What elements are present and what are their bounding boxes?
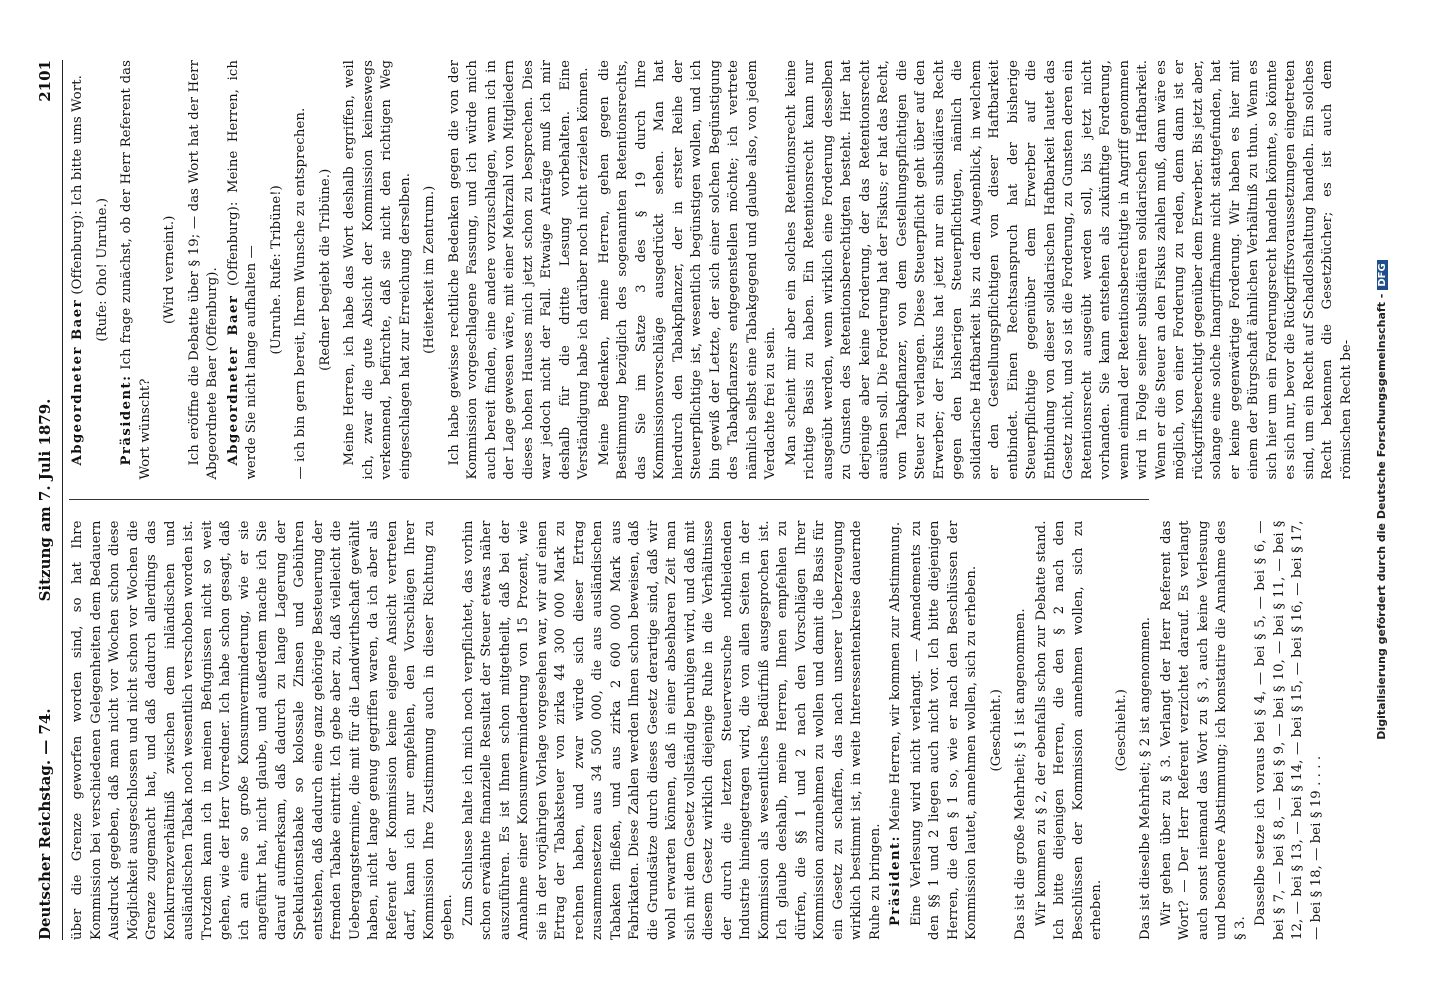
stage-direction: (Geschieht.) bbox=[1113, 689, 1129, 772]
speech-text: Ich frage zunächst, ob der Herr Referent das Wort wünscht? bbox=[119, 60, 153, 480]
text-paragraph: Wir kommen zu § 2, der ebenfalls schon zur Debatte stand. Ich bitte diejenigen Herren, die den § 2 nach den Beschlüssen der Kommission annehmen wollen, sich zu erheben. bbox=[1033, 520, 1104, 940]
column-left bbox=[69, 520, 1324, 941]
header-title: Deutscher Reichstag. — 74. bbox=[36, 708, 54, 940]
speech-text: (Offenburg): Meine Herren, ich werde Sie nicht lange aufhalten — bbox=[225, 59, 259, 480]
header-session: Sitzung am 7. Juli 1879. bbox=[36, 398, 54, 602]
page-header bbox=[36, 60, 60, 940]
speaker-name: Abgeordneter Baer bbox=[70, 298, 85, 466]
speech-paragraph bbox=[118, 60, 155, 480]
stage-direction: (Wird verneint.) bbox=[162, 215, 177, 324]
dfg-logo: DFG bbox=[1377, 260, 1388, 289]
column-right bbox=[69, 59, 1354, 480]
stage-direction: (Rufe: Oho! Unruhe.) bbox=[94, 197, 110, 342]
text-columns bbox=[69, 59, 1354, 940]
text-paragraph: Ich eröffne die Debatte über § 19; — das Wort hat der Herr Abgeordnete Baer (Offenburg). bbox=[186, 60, 220, 480]
header-rule bbox=[62, 60, 63, 940]
stage-direction: (Geschieht.) bbox=[988, 689, 1004, 772]
stage-direction: (Unruhe. Rufe: Tribüne!) bbox=[268, 185, 284, 355]
text-paragraph: Zum Schlusse halte ich mich noch verpflichtet, das vorhin schon erwähnte finanzielle Resultat der Steuer etwas näher auszuführen. Es ist Ihnen schon mitgetheilt, daß bei der Annahme einer Konsumverminderung von 15 Prozent, wie sie in der vorjährigen Vorlage vorgesehen war, wir auf einen Ertrag der Tabaksteuer von zirka 44 300 000 Mark zu rechnen haben, und zwar würde sich dieser Ertrag zusammensetzen aus 34 500 000, die aus ausländischen Tabaken fließen, und aus zirka 2 600 000 Mark aus Fabrikaten. Diese Zahlen werden Ihnen schon beweisen, daß die Grundsätze durch dieses Gesetz derartige sind, daß wir wohl erwarten können, daß in einer absehbaren Zeit man sich mit dem Gesetz vollständig beruhigen wird, und daß mit diesem Gesetz wirklich diejenige Ruhe in die Verhältnisse der durch die letzten Steuerversuche nothleidenden Industrie hineingetragen wird, die von allen Seiten in der Kommission als wesentliches Bedürfniß ausgesprochen ist. Ich glaube deshalb, meine Herren, Ihnen empfehlen zu dürfen, die §§ 1 und 2 nach den Vorschlägen Ihrer Kommission anzunehmen zu wollen und damit die Basis für ein Gesetz zu schaffen, das nach unserer Ueberzeugung wirklich bestimmt ist, in weite Interessentenkreise dauernde Ruhe zu bringen. bbox=[460, 520, 883, 940]
speech-paragraph bbox=[887, 521, 906, 941]
credit-text: Digitalisierung gefördert durch die Deutsche Forschungsgemeinschaft - bbox=[1375, 293, 1388, 740]
page-number: 2101 bbox=[36, 60, 54, 102]
text-paragraph: Man scheint mir aber ein solches Retentionsrecht keine richtige Basis zu haben. Ein Retentionsrecht kann nur ausgeübt werden, wenn wirklich eine Forderung desselben zu Gunsten des Retentionsberechtigten besteht. Hier hat derjenige aber keine Forderung, der das Retentionsrecht ausüben soll. Die Forderung hat der Fiskus; er hat das Recht, vom Tabakpflanzer, von dem Gestellungspflichtigen die Steuer zu verlangen. Diese Steuerpflicht geht über auf den Erwerber; der Fiskus hat jetzt nur ein subsidiäres Recht gegen den bisherigen Steuerpflichtigen, nämlich die solidarische Haftbarkeit bis zu dem Augenblick, in welchem er den Gestellungspflichtigen von dieser Haftbarkeit entbindet. Einen Rechtsanspruch hat der bisherige Steuerpflichtige gegenüber dem Erwerber auf die Entbindung von dieser solidarischen Haftbarkeit lautet das Gesetz nicht, und so ist die Forderung, zu Gunsten deren ein Retentionsrecht ausgeübt werden soll, bis jetzt nicht vorhanden. Sie kann entstehen als zukünftige Forderung, wenn einmal der Retentionsberechtigte in Angriff genommen wird in Folge seiner subsidiären solidarischen Haftbarkeit. Wenn er die Steuer an den Fiskus zahlen muß, dann wäre es möglich, von einer Forderung zu reden, denn dann ist er rückgriffsberechtigt gegenüber dem Erwerber. Bis jetzt aber, solange eine solche Inangriffnahme nicht stattgefunden, hat er keine gegenwärtige Forderung. Wir haben es hier mit einem der Bürgschaft ähnlichen Verhältniß zu thun. Wenn es sich hier um ein Forderungsrecht handeln könnte, so könnte es sich nur, bevor die Rückgriffsvoraussetzungen eingetreten sind, um ein Recht auf Schadloshaltung handeln. Ein solches Recht bekennen die Gesetzbücher; es ist auch dem römischen Recht be- bbox=[783, 60, 1354, 480]
speaker-name: Präsident: bbox=[888, 834, 903, 926]
digitization-credit bbox=[1375, 0, 1388, 1000]
speaker-name: Abgeordneter Baer bbox=[225, 294, 241, 466]
text-paragraph: Dasselbe setze ich voraus bei § 4, — bei § 5, — bei § 6, — bei § 7, — bei § 8, — bei § 9, — bei § 10, — bei § 11, — bei § 12, — bei § 13, — bei § 14, — bei § 15, — bei § 16, — bei § 17, — bei § 18, — bei § 19 . . . . bbox=[1253, 520, 1324, 940]
stage-direction: (Heiterkeit im Zentrum.) bbox=[422, 185, 437, 354]
speech-paragraph bbox=[69, 60, 88, 480]
speaker-name: Präsident: bbox=[119, 374, 134, 466]
speech-paragraph bbox=[225, 60, 262, 480]
speech-text: Meine Herren, wir kommen zur Abstimmung. bbox=[888, 521, 903, 831]
text-paragraph: Wir gehen über zu § 3. Verlangt der Herr Referent das Wort? — Der Herr Referent verzichtet darauf. Es verlangt auch sonst niemand das Wort zu § 3, auch keine Verlesung und besondere Abstimmung; ich konstatire die Annahme des § 3. bbox=[1158, 520, 1248, 940]
text-paragraph: — ich bin gern bereit, Ihrem Wunsche zu entsprechen. bbox=[293, 107, 308, 480]
text-paragraph: Das ist dieselbe Mehrheit; § 2 ist angenommen. bbox=[1138, 616, 1153, 940]
speech-text: (Offenburg): Ich bitte ums Wort. bbox=[70, 75, 85, 295]
text-paragraph: Ich habe gewisse rechtliche Bedenken gegen die von der Kommission vorgeschlagene Fassung, und ich würde mich auch bereit finden, eine andere vorzuschlagen, wenn ich in der Lage gewesen wäre, mit einer Mehrzahl von Mitgliedern dieses hohen Hauses mich jetzt schon zu besprechen. Dies war jedoch nicht der Fall. Etwaige Anträge muß ich mir deshalb für die dritte Lesung vorbehalten. Eine Verständigung habe ich darüber noch nicht erzielen können. bbox=[446, 60, 591, 480]
text-paragraph: Eine Verlesung wird nicht verlangt. — Amendements zu den §§ 1 und 2 liegen auch nicht vor. Ich bitte diejenigen Herren, die den § 1 so, wie er nach den Beschlüssen der Kommission lautet, annehmen wollen, sich zu erheben. bbox=[908, 520, 979, 940]
column-divider bbox=[69, 500, 1149, 501]
text-paragraph: über die Grenze geworfen worden sind, so hat Ihre Kommission bei verschiedenen Gelegenheiten dem Bedauern Ausdruck gegeben, daß man nicht vor Wochen schon diese Möglichkeit ausgeschlossen und nicht schon vor Wochen die Grenze zugemacht hat, und daß dadurch allerdings das Konkurrenzverhältniß zwischen dem inländischen und ausländischen Tabak noch wesentlich verschoben worden ist. Trotzdem kann ich in meinen Befugnissen nicht so weit gehen, wie der Herr Vorredner. Ich habe schon gesagt, daß ich an eine so große Konsumverminderung, wie er sie angeführt hat, nicht glaube, und außerdem mache ich Sie darauf aufmerksam, daß dadurch zu lange Lagerung der Spekulationstabake so kolossale Zinsen und Gebühren entstehen, daß dadurch eine ganz gehörige Besteuerung der fremden Tabake eintritt. Ich gebe aber zu, daß vielleicht die Uebergangstermine, die mit für die Landwirthschaft gewählt haben, nicht lange genug gegriffen waren, da ich aber als Referent der Kommission keine eigene Ansicht vertreten darf, kann ich nur empfehlen, den Vorschlägen Ihrer Kommission Ihre Zustimmung auch in dieser Richtung zu geben. bbox=[70, 520, 455, 940]
text-paragraph: Meine Bedenken, meine Herren, gehen gegen die Bestimmung bezüglich des sogenannten Retentionsrechts, das Sie im Satze 3 des § 19 durch Ihre Kommissionsvorschläge ausgedrückt sehen. Man hat hierdurch den Tabakpflanzer, der in erster Reihe der Steuerpflichtige ist, wesentlich begünstigen wollen, und ich bin gewiß der Letzte, der sich einer solchen Begünstigung des Tabakpflanzers entgegenstellen möchte; ich vertrete nämlich selbst eine Tabakgegend und glaube also, von jedem Verdachte frei zu sein. bbox=[596, 60, 778, 480]
text-paragraph: Das ist die große Mehrheit; § 1 ist angenommen. bbox=[1013, 608, 1028, 940]
stage-direction: (Redner begiebt die Tribüne.) bbox=[317, 168, 333, 371]
text-paragraph: Meine Herren, ich habe das Wort deshalb ergriffen, weil ich, zwar die gute Absicht der Kommission keineswegs verkennend, befürchte, daß sie nicht den richtigen Weg eingeschlagen hat zur Erreichung derselben. bbox=[342, 60, 413, 480]
